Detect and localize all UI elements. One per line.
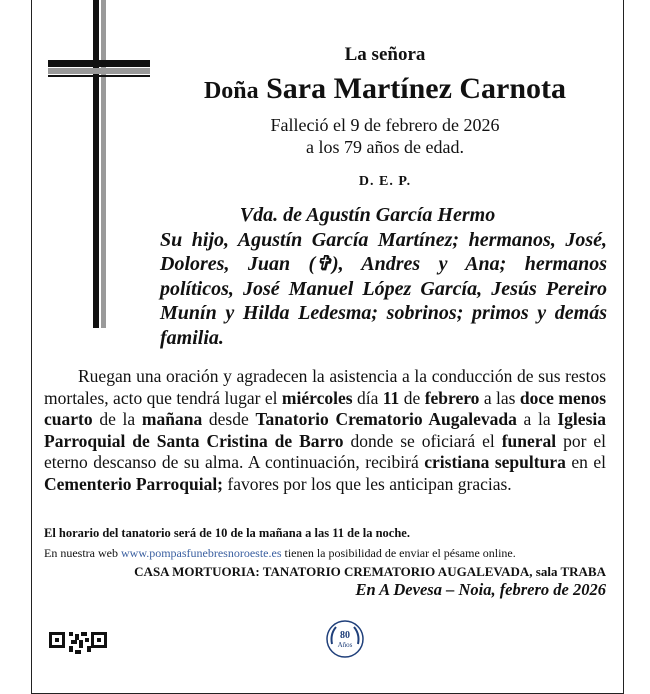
web-note <box>44 546 614 561</box>
badge-number: 80 <box>340 630 350 641</box>
widow-line: Vda. de Agustín García Hermo <box>239 204 496 226</box>
para-text: de <box>399 387 425 408</box>
dep-abbreviation: D. E. P. <box>358 174 412 189</box>
schedule-note: El horario del tanatorio será de 10 de la mañana a las 11 de la noche. <box>44 526 410 540</box>
para-bold: funeral <box>501 430 557 451</box>
para-text: por el eterno descanso de su alma. A continuación, recibirá <box>44 430 606 472</box>
casa-mortuoria: CASA MORTUORIA: TANATORIO CREMATORIO AUGALEVADA, sala TRABA <box>134 564 606 579</box>
cross-vertical-gray <box>101 0 106 328</box>
para-bold: miércoles <box>281 387 353 408</box>
badge-label: Años <box>337 641 353 649</box>
para-bold: cristiana sepultura <box>424 452 566 472</box>
deceased-cross-icon: ✞ <box>315 253 332 275</box>
para-text: a la <box>516 409 558 429</box>
para-text: día <box>352 387 383 408</box>
qr-code-icon[interactable] <box>47 630 142 660</box>
family-text-part2: ), Andres y Ana; hermanos políticos, José Manuel López García, Jesús Pereiro Munín y Hilda Ledesma; sobrinos; primos y demás familia. <box>160 253 607 349</box>
honorific: La señora <box>344 44 426 65</box>
para-text: favores por los que les anticipan gracias. <box>223 473 512 494</box>
para-text: a las <box>479 387 520 408</box>
para-text: de la <box>92 409 142 429</box>
para-bold: Iglesia Parroquial de Santa Cristina de Barro <box>44 409 606 451</box>
para-bold: Tanatorio Crematorio Augalevada <box>255 409 517 429</box>
family-members <box>160 228 607 351</box>
ceremony-paragraph <box>44 366 606 495</box>
family-text-part1: Su hijo, Agustín García Martínez; hermanos, José, Dolores, Juan ( <box>160 228 607 275</box>
deceased-full-name: Sara Martínez Carnota <box>266 72 567 105</box>
para-text: donde se oficiará el <box>343 430 502 451</box>
para-bold: 11 <box>382 387 400 408</box>
anniversary-badge-icon <box>324 618 366 660</box>
web-prefix: En nuestra web <box>44 546 121 560</box>
cross-horizontal-gray <box>48 68 150 74</box>
web-suffix: tienen la posibilidad de enviar el pésame online. <box>281 546 516 560</box>
para-bold: Cementerio Parroquial; <box>44 473 224 494</box>
para-text: en el <box>565 452 606 472</box>
deceased-name <box>150 72 620 106</box>
para-bold: doce menos cuarto <box>44 387 607 429</box>
age-line: a los 79 años de edad. <box>306 137 464 157</box>
website-link[interactable]: www.pompasfunebresnoroeste.es <box>120 546 282 560</box>
cross-horizontal-black <box>48 60 150 67</box>
para-text: Ruegan una oración y agradecen la asistencia a la conducción de sus restos mortales, acto que tendrá lugar el <box>44 366 606 408</box>
para-bold: mañana <box>141 409 203 429</box>
cross-vertical-black <box>93 0 99 328</box>
para-text: desde <box>202 409 256 429</box>
death-date-line: Falleció el 9 de febrero de 2026 <box>270 115 500 135</box>
cross-horizontal-black-thin <box>48 75 150 77</box>
para-bold: febrero <box>424 387 480 408</box>
place-date: En A Devesa – Noia, febrero de 2026 <box>355 580 606 599</box>
title-prefix: Doña <box>203 78 259 104</box>
family-block <box>160 203 607 350</box>
